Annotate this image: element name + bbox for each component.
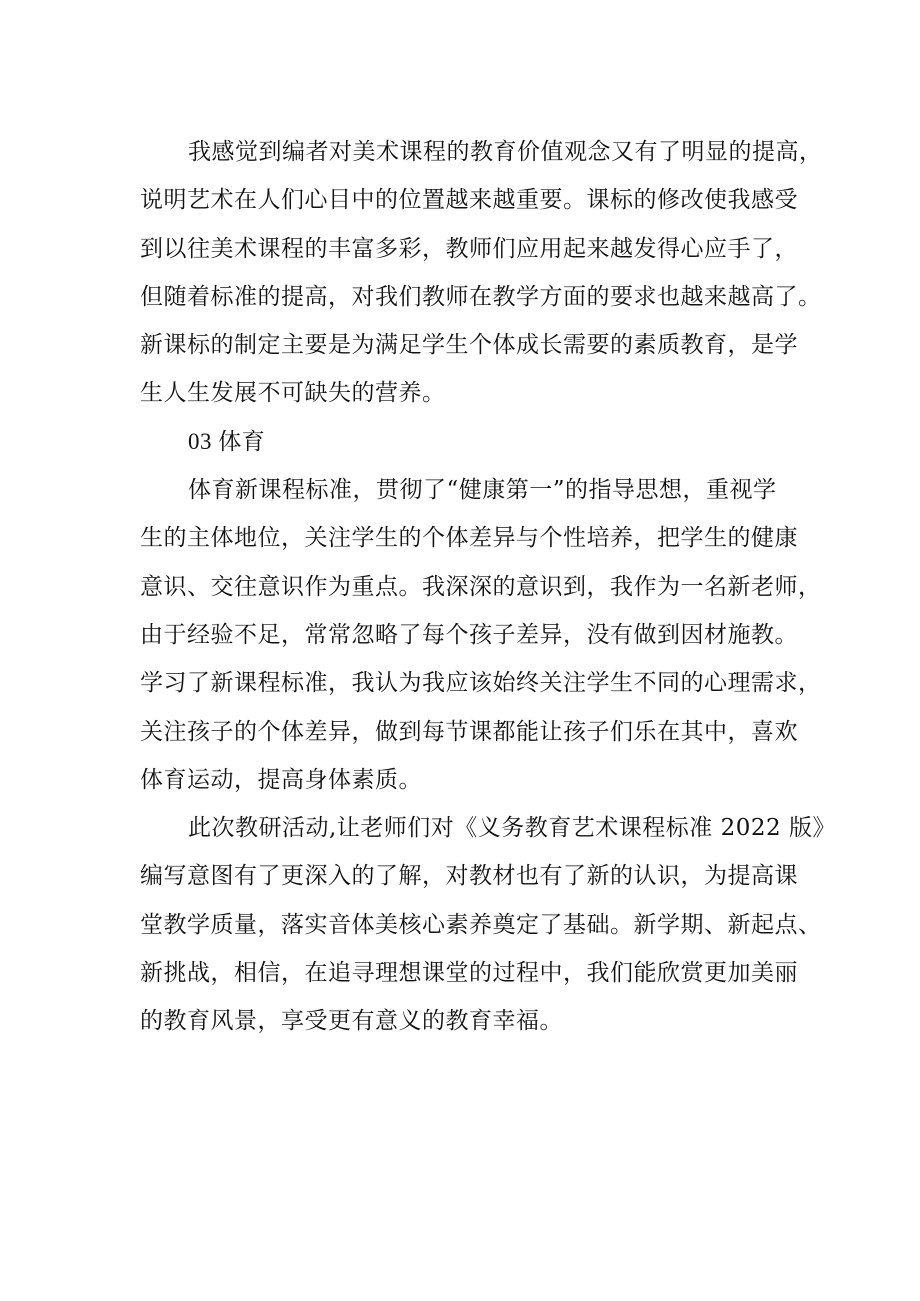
paragraph-line: 关注孩子的个体差异，做到每节课都能让孩子们乐在其中，喜欢 xyxy=(140,718,798,745)
paragraph-line: 新挑战，相信，在追寻理想课堂的过程中，我们能欣赏更加美丽 xyxy=(140,960,798,987)
paragraph-line: 意识、交往意识作为重点。我深深的意识到，我作为一名新老师， xyxy=(140,573,822,600)
paragraph-line: 编写意图有了更深入的了解，对教材也有了新的认识，为提高课 xyxy=(140,863,798,890)
paragraph-line: 体育运动，提高身体素质。 xyxy=(140,766,422,793)
document-body xyxy=(140,128,836,1046)
section-heading: 03 体育 xyxy=(188,428,266,454)
paragraph-line: 由于经验不足，常常忽略了每个孩子差异，没有做到因材施教。 xyxy=(140,621,798,648)
paragraph-line: 学习了新课程标准，我认为我应该始终关注学生不同的心理需求， xyxy=(140,670,822,697)
paragraph-line: 此次教研活动,让老师们对《义务教育艺术课程标准 2022 版》 xyxy=(188,815,836,842)
paragraph-line: 生人生发展不可缺失的营养。 xyxy=(140,380,446,407)
paragraph-line: 的教育风景，享受更有意义的教育幸福。 xyxy=(140,1008,563,1035)
paragraph-line: 生的主体地位，关注学生的个体差异与个性培养，把学生的健康 xyxy=(140,525,798,552)
paragraph-art-curriculum xyxy=(140,128,823,418)
paragraph-pe-curriculum xyxy=(140,466,822,804)
paragraph-line: 体育新课程标准，贯彻了“健康第一”的指导思想，重视学 xyxy=(188,477,777,504)
paragraph-line: 到以往美术课程的丰富多彩，教师们应用起来越发得心应手了， xyxy=(140,235,798,262)
paragraph-line: 新课标的制定主要是为满足学生个体成长需要的素质教育，是学 xyxy=(140,332,798,359)
paragraph-line: 堂教学质量，落实音体美核心素养奠定了基础。新学期、新起点、 xyxy=(140,911,822,938)
paragraph-line: 说明艺术在人们心目中的位置越来越重要。课标的修改使我感受 xyxy=(140,187,798,214)
paragraph-line: 我感觉到编者对美术课程的教育价值观念又有了明显的提高， xyxy=(188,139,823,165)
paragraph-conclusion xyxy=(140,804,836,1045)
paragraph-line: 但随着标准的提高，对我们教师在教学方面的要求也越来越高了。 xyxy=(140,283,822,310)
